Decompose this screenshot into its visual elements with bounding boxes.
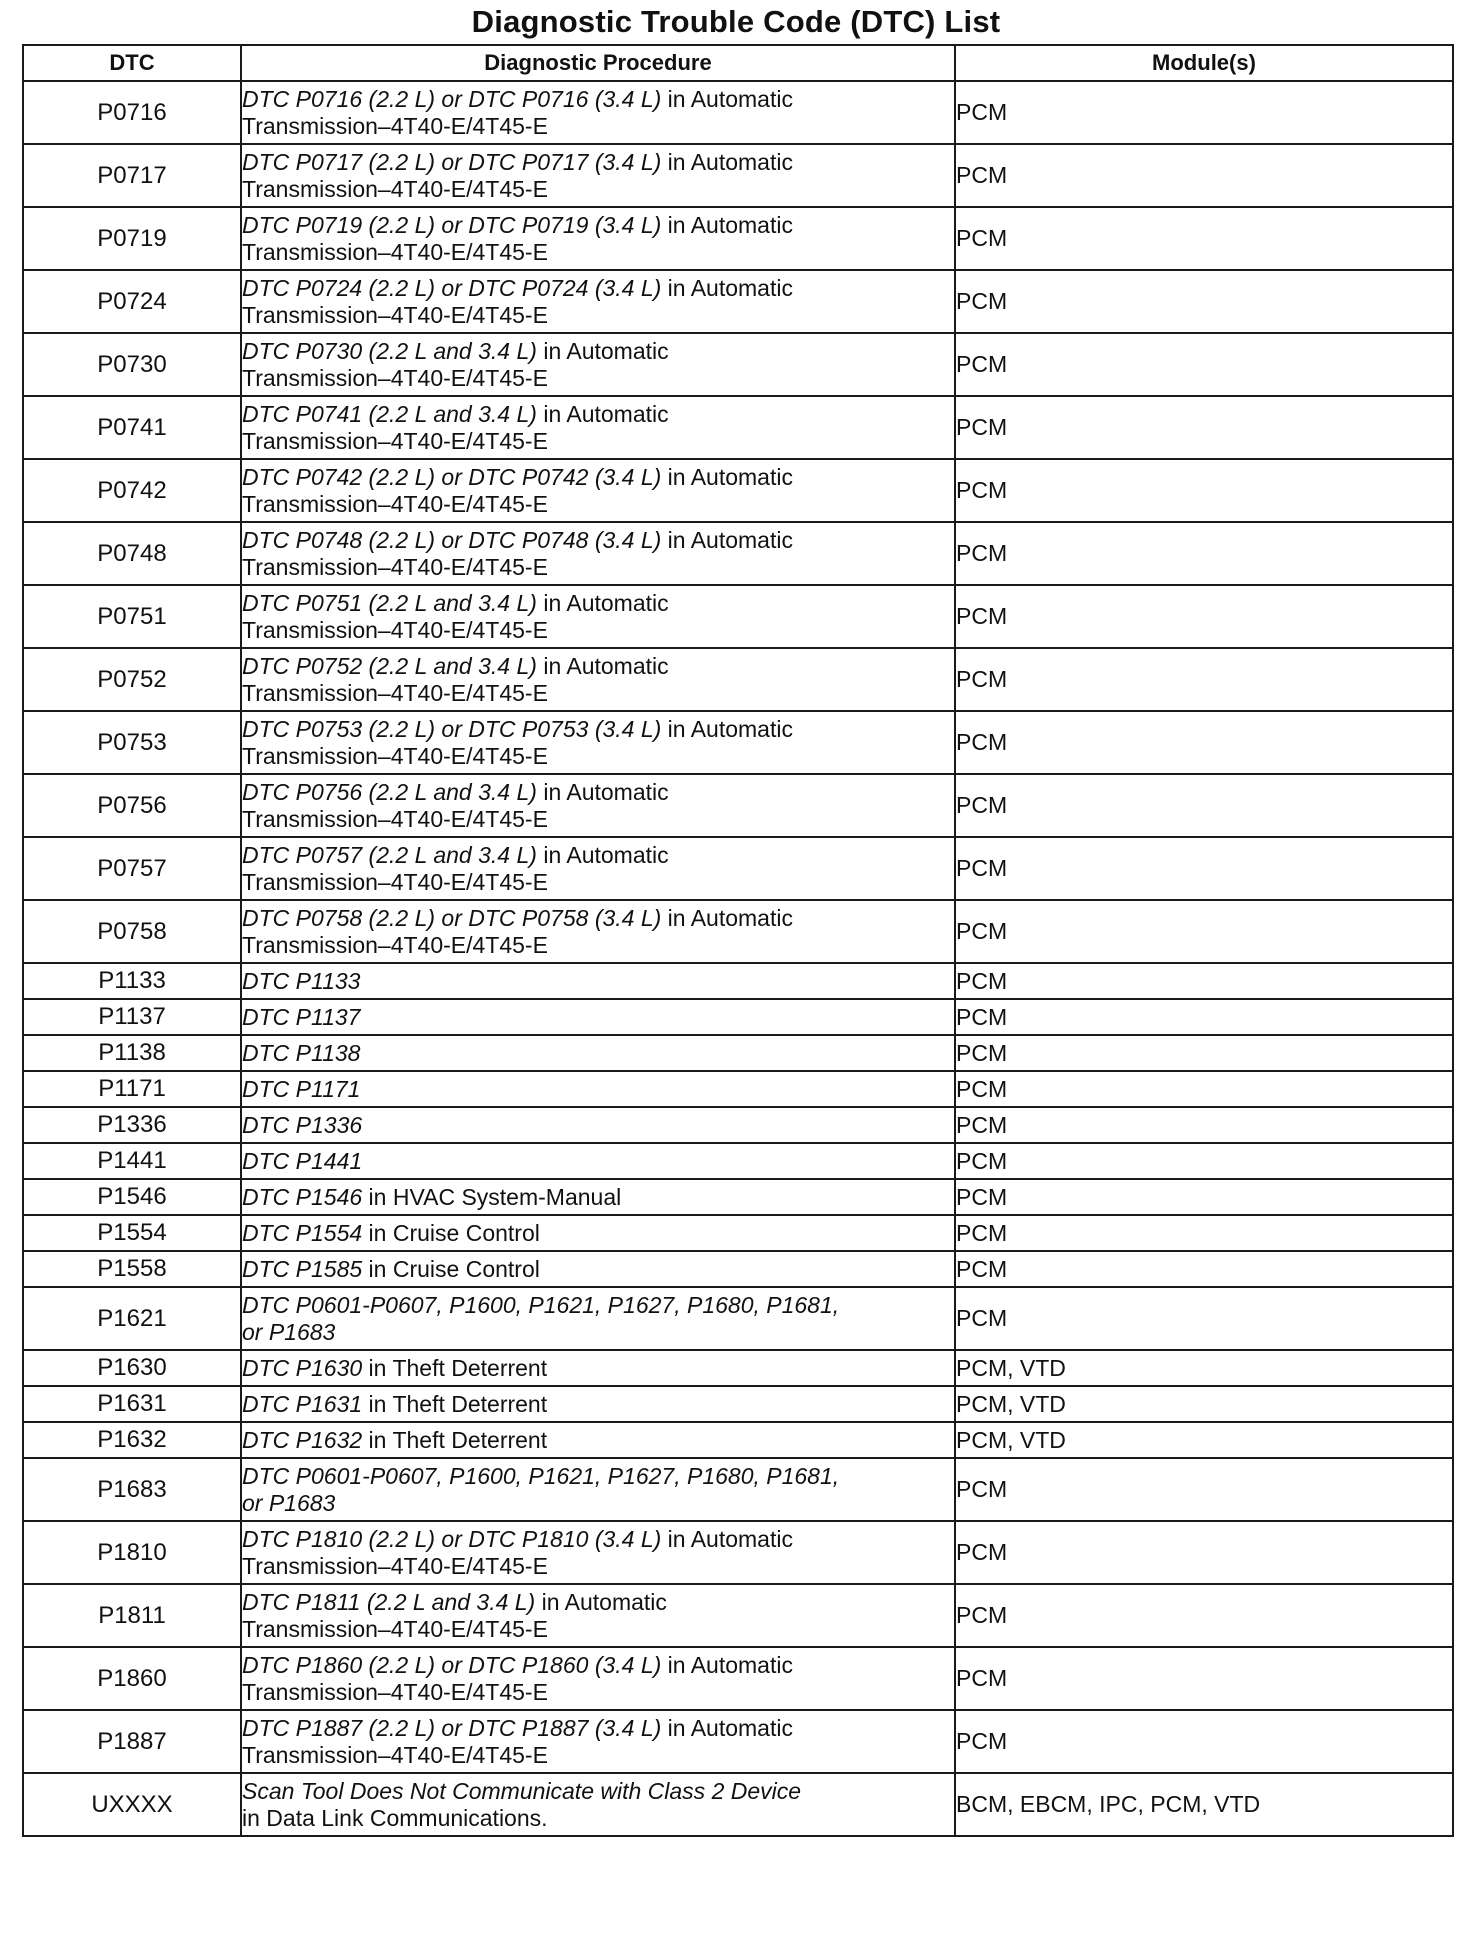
- procedure-reference[interactable]: DTC P0757 (2.2 L and 3.4 L): [242, 841, 537, 868]
- procedure-reference[interactable]: DTC P0758 (2.2 L) or DTC P0758 (3.4 L): [242, 904, 662, 931]
- procedure-location: in Automatic Transmission–4T40-E/4T45-E: [242, 1651, 793, 1705]
- procedure-reference[interactable]: DTC P0601-P0607, P1600, P1621, P1627, P1680, P1681, or P1683: [242, 1462, 840, 1516]
- dtc-code: P1860: [23, 1647, 241, 1710]
- table-row: [23, 1071, 1453, 1107]
- table-row: [23, 1107, 1453, 1143]
- table-row: [23, 333, 1453, 396]
- dtc-code: P0741: [23, 396, 241, 459]
- diagnostic-procedure: [241, 963, 955, 999]
- diagnostic-procedure: [241, 1521, 955, 1584]
- table-row: [23, 1773, 1453, 1836]
- modules: PCM: [955, 1710, 1453, 1773]
- procedure-reference[interactable]: DTC P0730 (2.2 L and 3.4 L): [242, 337, 537, 364]
- procedure-reference[interactable]: DTC P1630: [242, 1354, 363, 1381]
- table-row: [23, 1386, 1453, 1422]
- modules: PCM: [955, 585, 1453, 648]
- diagnostic-procedure: [241, 900, 955, 963]
- diagnostic-procedure: [241, 270, 955, 333]
- table-row: [23, 999, 1453, 1035]
- table-row: [23, 1521, 1453, 1584]
- modules: PCM: [955, 999, 1453, 1035]
- table-row: [23, 1179, 1453, 1215]
- diagnostic-procedure: [241, 1215, 955, 1251]
- procedure-location: in Theft Deterrent: [362, 1390, 548, 1417]
- diagnostic-procedure: [241, 1458, 955, 1521]
- procedure-reference[interactable]: DTC P0752 (2.2 L and 3.4 L): [242, 652, 537, 679]
- dtc-code: P0717: [23, 144, 241, 207]
- modules: PCM, VTD: [955, 1422, 1453, 1458]
- procedure-reference[interactable]: DTC P0753 (2.2 L) or DTC P0753 (3.4 L): [242, 715, 662, 742]
- dtc-code: P0756: [23, 774, 241, 837]
- diagnostic-procedure: [241, 1287, 955, 1350]
- procedure-reference[interactable]: DTC P0719 (2.2 L) or DTC P0719 (3.4 L): [242, 211, 662, 238]
- modules: PCM: [955, 81, 1453, 144]
- table-row: [23, 81, 1453, 144]
- modules: PCM: [955, 333, 1453, 396]
- table-body: [23, 81, 1453, 1836]
- modules: PCM, VTD: [955, 1386, 1453, 1422]
- modules: PCM: [955, 1251, 1453, 1287]
- procedure-location: in Theft Deterrent: [362, 1426, 548, 1453]
- procedure-reference[interactable]: DTC P1632: [242, 1426, 363, 1453]
- diagnostic-procedure: [241, 207, 955, 270]
- procedure-reference[interactable]: DTC P1133: [242, 967, 361, 994]
- table-row: [23, 144, 1453, 207]
- dtc-code: P0716: [23, 81, 241, 144]
- dtc-code: P1621: [23, 1287, 241, 1350]
- dtc-code: P1546: [23, 1179, 241, 1215]
- procedure-location: in Automatic Transmission–4T40-E/4T45-E: [242, 337, 669, 391]
- table-row: [23, 1251, 1453, 1287]
- diagnostic-procedure: [241, 459, 955, 522]
- diagnostic-procedure: [241, 1584, 955, 1647]
- procedure-location: in Automatic Transmission–4T40-E/4T45-E: [242, 589, 669, 643]
- procedure-location: in Automatic Transmission–4T40-E/4T45-E: [242, 148, 793, 202]
- dtc-code: P1811: [23, 1584, 241, 1647]
- diagnostic-procedure: [241, 999, 955, 1035]
- procedure-location: in Cruise Control: [362, 1219, 540, 1246]
- modules: PCM: [955, 1179, 1453, 1215]
- dtc-code: P1683: [23, 1458, 241, 1521]
- procedure-location: in Automatic Transmission–4T40-E/4T45-E: [242, 1714, 793, 1768]
- dtc-code: P1133: [23, 963, 241, 999]
- header-modules: Module(s): [955, 45, 1453, 81]
- procedure-reference[interactable]: DTC P1860 (2.2 L) or DTC P1860 (3.4 L): [242, 1651, 662, 1678]
- diagnostic-procedure: [241, 81, 955, 144]
- procedure-reference[interactable]: DTC P1546: [242, 1183, 363, 1210]
- table-row: [23, 1215, 1453, 1251]
- procedure-reference[interactable]: DTC P0601-P0607, P1600, P1621, P1627, P1680, P1681, or P1683: [242, 1291, 840, 1345]
- procedure-reference[interactable]: DTC P1171: [242, 1075, 361, 1102]
- table-row: [23, 1647, 1453, 1710]
- dtc-code: P1171: [23, 1071, 241, 1107]
- dtc-code: P1138: [23, 1035, 241, 1071]
- procedure-location: in HVAC System-Manual: [362, 1183, 622, 1210]
- dtc-code: P1441: [23, 1143, 241, 1179]
- diagnostic-procedure: [241, 837, 955, 900]
- modules: PCM: [955, 1143, 1453, 1179]
- procedure-reference[interactable]: DTC P1336: [242, 1111, 363, 1138]
- table-row: [23, 648, 1453, 711]
- procedure-location: in Cruise Control: [362, 1255, 540, 1282]
- modules: PCM: [955, 459, 1453, 522]
- modules: PCM: [955, 1287, 1453, 1350]
- procedure-reference[interactable]: DTC P0756 (2.2 L and 3.4 L): [242, 778, 537, 805]
- dtc-code: P1810: [23, 1521, 241, 1584]
- diagnostic-procedure: [241, 1143, 955, 1179]
- dtc-code: P1558: [23, 1251, 241, 1287]
- modules: PCM: [955, 648, 1453, 711]
- procedure-reference[interactable]: DTC P1811 (2.2 L and 3.4 L): [242, 1588, 536, 1615]
- procedure-location: in Automatic Transmission–4T40-E/4T45-E: [242, 778, 669, 832]
- modules: PCM: [955, 900, 1453, 963]
- page-title: Diagnostic Trouble Code (DTC) List: [471, 4, 1001, 39]
- procedure-location: in Data Link Communications.: [242, 1804, 548, 1831]
- procedure-reference[interactable]: Scan Tool Does Not Communicate with Class 2 Device: [242, 1777, 802, 1804]
- diagnostic-procedure: [241, 1773, 955, 1836]
- dtc-code: P0753: [23, 711, 241, 774]
- procedure-reference[interactable]: DTC P0724 (2.2 L) or DTC P0724 (3.4 L): [242, 274, 662, 301]
- modules: PCM: [955, 1107, 1453, 1143]
- table-row: [23, 1035, 1453, 1071]
- procedure-reference[interactable]: DTC P0717 (2.2 L) or DTC P0717 (3.4 L): [242, 148, 662, 175]
- procedure-location: in Automatic Transmission–4T40-E/4T45-E: [242, 841, 669, 895]
- modules: PCM, VTD: [955, 1350, 1453, 1386]
- table-row: [23, 270, 1453, 333]
- diagnostic-procedure: [241, 1251, 955, 1287]
- diagnostic-procedure: [241, 1422, 955, 1458]
- diagnostic-procedure: [241, 1107, 955, 1143]
- modules: BCM, EBCM, IPC, PCM, VTD: [955, 1773, 1453, 1836]
- table-row: [23, 1584, 1453, 1647]
- modules: PCM: [955, 396, 1453, 459]
- diagnostic-procedure: [241, 1071, 955, 1107]
- diagnostic-procedure: [241, 1350, 955, 1386]
- procedure-reference[interactable]: DTC P0751 (2.2 L and 3.4 L): [242, 589, 537, 616]
- table-row: [23, 900, 1453, 963]
- procedure-reference[interactable]: DTC P1631: [242, 1390, 363, 1417]
- table-row: [23, 1458, 1453, 1521]
- table-row: [23, 1287, 1453, 1350]
- dtc-code: P1887: [23, 1710, 241, 1773]
- diagnostic-procedure: [241, 1386, 955, 1422]
- diagnostic-procedure: [241, 1179, 955, 1215]
- diagnostic-procedure: [241, 1647, 955, 1710]
- dtc-code: UXXXX: [23, 1773, 241, 1836]
- diagnostic-procedure: [241, 711, 955, 774]
- procedure-location: in Automatic Transmission–4T40-E/4T45-E: [242, 400, 669, 454]
- procedure-reference[interactable]: DTC P0741 (2.2 L and 3.4 L): [242, 400, 537, 427]
- diagnostic-procedure: [241, 333, 955, 396]
- procedure-location: in Automatic Transmission–4T40-E/4T45-E: [242, 904, 793, 958]
- modules: PCM: [955, 1521, 1453, 1584]
- dtc-code: P1631: [23, 1386, 241, 1422]
- header-dtc: DTC: [23, 45, 241, 81]
- modules: PCM: [955, 144, 1453, 207]
- table-header-row: [23, 45, 1453, 81]
- table-row: [23, 1422, 1453, 1458]
- modules: PCM: [955, 270, 1453, 333]
- table-row: [23, 963, 1453, 999]
- procedure-location: in Automatic Transmission–4T40-E/4T45-E: [242, 652, 669, 706]
- dtc-code: P1630: [23, 1350, 241, 1386]
- procedure-reference[interactable]: DTC P1138: [242, 1039, 361, 1066]
- modules: PCM: [955, 1071, 1453, 1107]
- dtc-code: P0752: [23, 648, 241, 711]
- procedure-reference[interactable]: DTC P0742 (2.2 L) or DTC P0742 (3.4 L): [242, 463, 662, 490]
- modules: PCM: [955, 774, 1453, 837]
- dtc-code: P0748: [23, 522, 241, 585]
- procedure-reference[interactable]: DTC P1137: [242, 1003, 361, 1030]
- diagnostic-procedure: [241, 648, 955, 711]
- table-row: [23, 837, 1453, 900]
- procedure-location: in Automatic Transmission–4T40-E/4T45-E: [242, 211, 793, 265]
- table-row: [23, 711, 1453, 774]
- dtc-table: [22, 44, 1454, 1837]
- diagnostic-procedure: [241, 522, 955, 585]
- table-row: [23, 459, 1453, 522]
- procedure-location: in Automatic Transmission–4T40-E/4T45-E: [242, 1588, 667, 1642]
- dtc-code: P0730: [23, 333, 241, 396]
- table-row: [23, 1143, 1453, 1179]
- modules: PCM: [955, 837, 1453, 900]
- table-row: [23, 396, 1453, 459]
- dtc-code: P0719: [23, 207, 241, 270]
- dtc-code: P1554: [23, 1215, 241, 1251]
- diagnostic-procedure: [241, 774, 955, 837]
- table-row: [23, 585, 1453, 648]
- diagnostic-procedure: [241, 1710, 955, 1773]
- procedure-location: in Automatic Transmission–4T40-E/4T45-E: [242, 463, 793, 517]
- procedure-location: in Automatic Transmission–4T40-E/4T45-E: [242, 274, 793, 328]
- modules: PCM: [955, 522, 1453, 585]
- diagnostic-procedure: [241, 396, 955, 459]
- procedure-reference[interactable]: DTC P1585: [242, 1255, 363, 1282]
- table-row: [23, 774, 1453, 837]
- modules: PCM: [955, 1035, 1453, 1071]
- procedure-reference[interactable]: DTC P0748 (2.2 L) or DTC P0748 (3.4 L): [242, 526, 662, 553]
- procedure-location: in Automatic Transmission–4T40-E/4T45-E: [242, 85, 793, 139]
- procedure-reference[interactable]: DTC P1887 (2.2 L) or DTC P1887 (3.4 L): [242, 1714, 662, 1741]
- diagnostic-procedure: [241, 144, 955, 207]
- dtc-code: P0757: [23, 837, 241, 900]
- procedure-location: in Theft Deterrent: [362, 1354, 548, 1381]
- modules: PCM: [955, 207, 1453, 270]
- table-row: [23, 522, 1453, 585]
- modules: PCM: [955, 1584, 1453, 1647]
- modules: PCM: [955, 1458, 1453, 1521]
- modules: PCM: [955, 963, 1453, 999]
- dtc-code: P1336: [23, 1107, 241, 1143]
- dtc-code: P0751: [23, 585, 241, 648]
- dtc-code: P1632: [23, 1422, 241, 1458]
- dtc-code: P1137: [23, 999, 241, 1035]
- procedure-location: in Automatic Transmission–4T40-E/4T45-E: [242, 526, 793, 580]
- modules: PCM: [955, 1215, 1453, 1251]
- table-row: [23, 1710, 1453, 1773]
- procedure-reference[interactable]: DTC P1810 (2.2 L) or DTC P1810 (3.4 L): [242, 1525, 662, 1552]
- table-row: [23, 207, 1453, 270]
- diagnostic-procedure: [241, 1035, 955, 1071]
- dtc-code: P0724: [23, 270, 241, 333]
- procedure-reference[interactable]: DTC P1554: [242, 1219, 363, 1246]
- procedure-reference[interactable]: DTC P1441: [242, 1147, 363, 1174]
- modules: PCM: [955, 1647, 1453, 1710]
- dtc-code: P0742: [23, 459, 241, 522]
- diagnostic-procedure: [241, 585, 955, 648]
- table-row: [23, 1350, 1453, 1386]
- procedure-location: in Automatic Transmission–4T40-E/4T45-E: [242, 1525, 793, 1579]
- procedure-location: in Automatic Transmission–4T40-E/4T45-E: [242, 715, 793, 769]
- modules: PCM: [955, 711, 1453, 774]
- procedure-reference[interactable]: DTC P0716 (2.2 L) or DTC P0716 (3.4 L): [242, 85, 662, 112]
- dtc-code: P0758: [23, 900, 241, 963]
- header-procedure: Diagnostic Procedure: [241, 45, 955, 81]
